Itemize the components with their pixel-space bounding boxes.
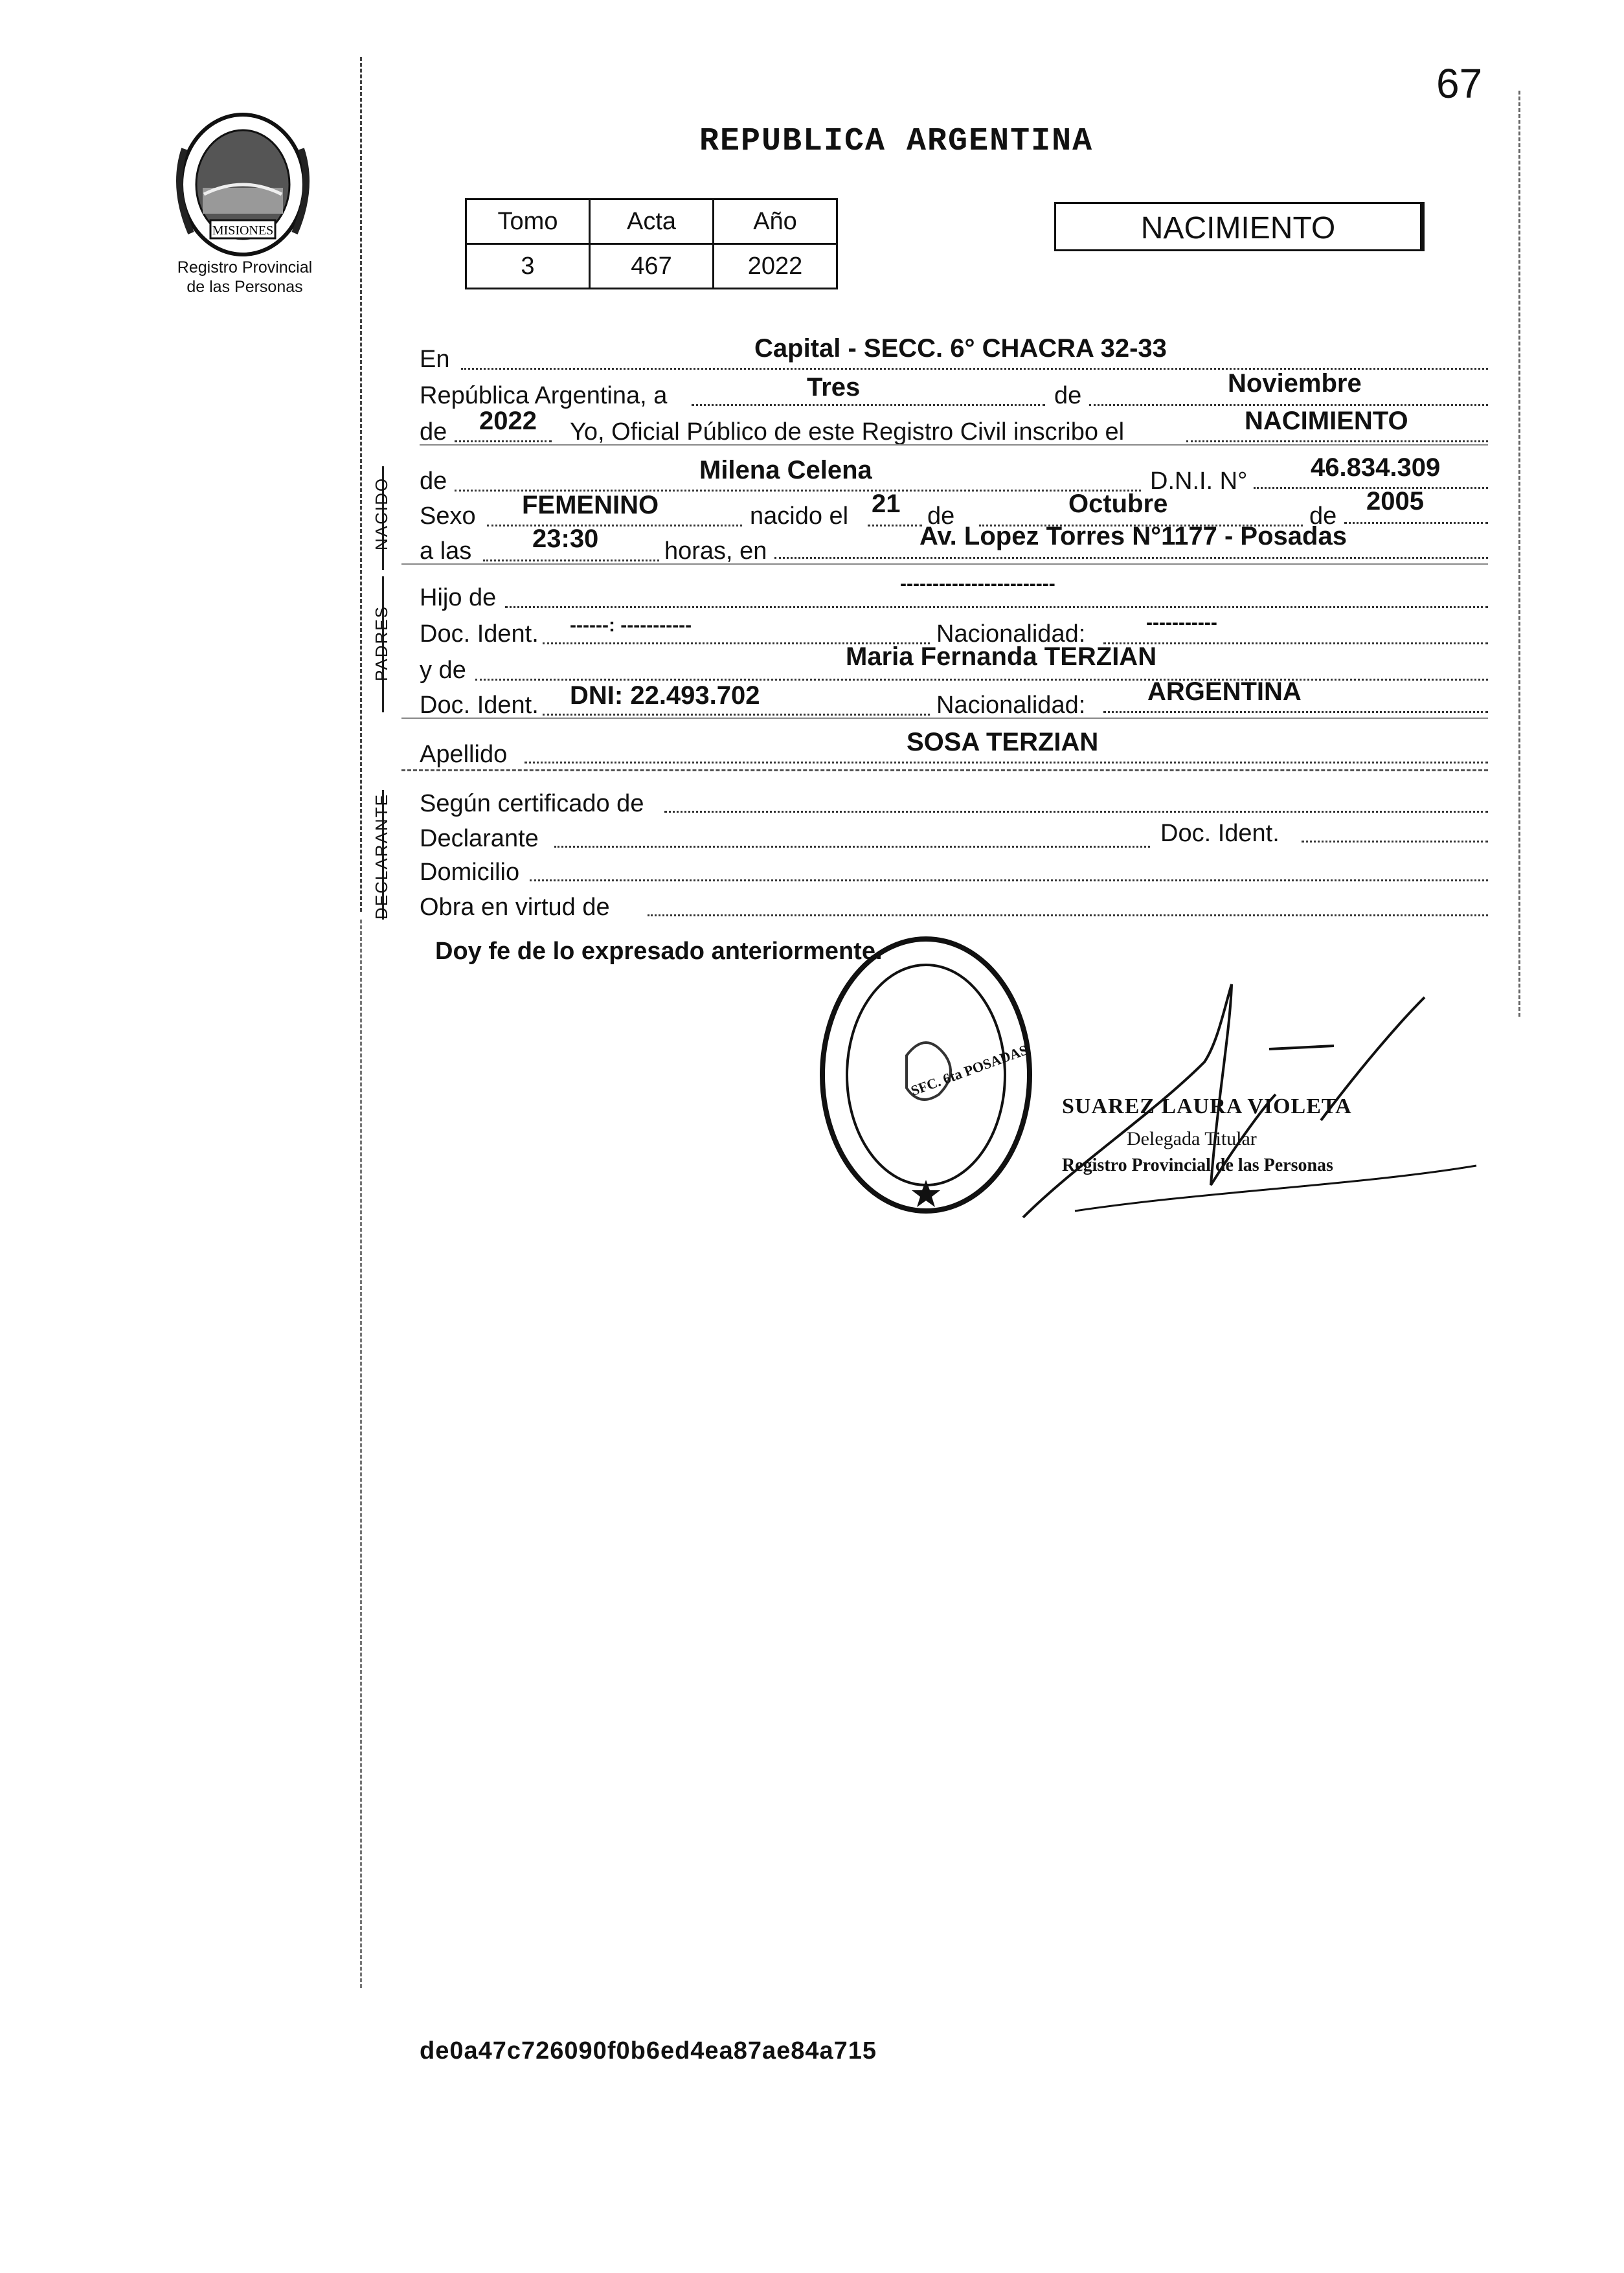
value-mother: Maria Fernanda TERZIAN bbox=[846, 642, 1157, 671]
page-number: 67 bbox=[1436, 60, 1483, 107]
label-segun: Según certificado de bbox=[420, 790, 644, 817]
value-dni: 46.834.309 bbox=[1311, 453, 1441, 482]
dots-month bbox=[1089, 404, 1488, 406]
label-republica: República Argentina, a bbox=[420, 382, 668, 409]
document-hash: de0a47c726090f0b6ed4ea87ae84a715 bbox=[420, 2037, 877, 2064]
dots-time bbox=[483, 560, 659, 561]
value-time: 23:30 bbox=[532, 525, 599, 553]
value-tomo: 3 bbox=[466, 244, 590, 289]
value-sexo: FEMENINO bbox=[522, 491, 659, 519]
dots-apellido bbox=[524, 762, 1488, 763]
value-nac1: ----------- bbox=[1146, 612, 1217, 633]
separator-2 bbox=[401, 563, 1488, 565]
label-nacido: nacido el bbox=[750, 503, 849, 530]
record-reference-table bbox=[465, 198, 838, 289]
section-label-declarante: DECLARANTE bbox=[372, 793, 391, 920]
value-place: Av. Lopez Torres N°1177 - Posadas bbox=[919, 522, 1347, 550]
value-birth-month: Octubre bbox=[1068, 490, 1168, 518]
label-horas: horas, en bbox=[664, 537, 767, 565]
signatory-role: Delegada Titular bbox=[1127, 1128, 1257, 1149]
value-nac2: ARGENTINA bbox=[1147, 677, 1302, 706]
label-doc3: Doc. Ident. bbox=[1160, 820, 1280, 847]
label-dni: D.N.I. N° bbox=[1150, 468, 1248, 495]
label-de-birth-year: de bbox=[1309, 503, 1337, 530]
dots-domicilio bbox=[530, 879, 1488, 881]
section-label-nacido: NACIDO bbox=[372, 477, 391, 550]
header-ano: Año bbox=[714, 199, 837, 244]
value-father: ------------------------ bbox=[900, 573, 1055, 594]
separator-3 bbox=[401, 718, 1488, 719]
dots-declarante bbox=[554, 846, 1150, 848]
dots-nac1 bbox=[1103, 642, 1488, 644]
row-republica bbox=[420, 379, 667, 412]
section-label-padres: PADRES bbox=[372, 605, 391, 681]
provincial-seal-logo bbox=[165, 110, 321, 259]
value-year: 2022 bbox=[479, 407, 537, 435]
dots-segun bbox=[664, 811, 1488, 813]
label-obra: Obra en virtud de bbox=[420, 894, 610, 921]
dots-father bbox=[505, 606, 1488, 608]
value-apellido: SOSA TERZIAN bbox=[907, 728, 1099, 756]
dots-birth-year bbox=[1344, 522, 1488, 524]
label-apellido: Apellido bbox=[420, 741, 508, 768]
label-de-year: de bbox=[420, 418, 447, 446]
row-en bbox=[420, 343, 449, 376]
label-de-birth-month: de bbox=[927, 503, 955, 530]
value-act: NACIMIENTO bbox=[1245, 407, 1408, 435]
value-name: Milena Celena bbox=[699, 456, 872, 484]
dots-birth-day bbox=[868, 525, 922, 526]
label-a-las: a las bbox=[420, 537, 472, 565]
issuer-line2: de las Personas bbox=[186, 278, 303, 296]
dots-doc3 bbox=[1302, 841, 1488, 842]
svg-text:MISIONES: MISIONES bbox=[212, 223, 274, 238]
dots-sexo bbox=[487, 525, 742, 526]
value-doc1: ------: ----------- bbox=[570, 615, 692, 636]
header-acta: Acta bbox=[590, 199, 714, 244]
label-doc1: Doc. Ident. bbox=[420, 620, 539, 648]
label-nac2: Nacionalidad: bbox=[936, 692, 1086, 719]
value-birth-year: 2005 bbox=[1366, 487, 1424, 515]
stamp-center-text: SFC. 6ta POSADAS bbox=[908, 1041, 1030, 1099]
dots-place bbox=[774, 557, 1488, 559]
issuer-line1: Registro Provincial bbox=[177, 258, 313, 277]
signatory-name: SUAREZ LAURA VIOLETA bbox=[1062, 1094, 1352, 1118]
issuer-caption bbox=[154, 258, 335, 297]
value-en: Capital - SECC. 6° CHACRA 32-33 bbox=[754, 334, 1167, 363]
dots-mother bbox=[475, 679, 1488, 681]
label-nac1: Nacionalidad: bbox=[936, 620, 1086, 648]
label-sexo: Sexo bbox=[420, 503, 476, 530]
dots-doc2 bbox=[543, 714, 930, 716]
label-oficial: Yo, Oficial Público de este Registro Civil inscribo el bbox=[570, 418, 1125, 446]
value-acta: 467 bbox=[590, 244, 714, 289]
value-ano: 2022 bbox=[714, 244, 837, 289]
closing-statement: Doy fe de lo expresado anteriormente. bbox=[435, 938, 883, 965]
dots-year bbox=[455, 440, 552, 442]
label-declarante: Declarante bbox=[420, 825, 539, 852]
signatory-org: Registro Provincial de las Personas bbox=[1062, 1155, 1333, 1175]
dots-day bbox=[692, 404, 1045, 406]
label-hijo: Hijo de bbox=[420, 584, 497, 611]
label-de-name: de bbox=[420, 468, 447, 495]
separator-4 bbox=[401, 769, 1488, 771]
value-day: Tres bbox=[807, 373, 861, 401]
dots-act bbox=[1186, 440, 1488, 442]
value-month: Noviembre bbox=[1228, 369, 1362, 398]
header-tomo: Tomo bbox=[466, 199, 590, 244]
label-en: En bbox=[420, 346, 450, 373]
left-margin-line bbox=[360, 57, 362, 912]
right-margin-line bbox=[1518, 91, 1520, 1017]
value-birth-day: 21 bbox=[872, 490, 901, 518]
separator-1 bbox=[420, 444, 1488, 446]
record-type-box: NACIMIENTO bbox=[1054, 202, 1425, 251]
dots-obra bbox=[648, 914, 1488, 916]
label-de-month: de bbox=[1054, 382, 1082, 409]
dots-nac2 bbox=[1103, 711, 1488, 713]
label-y-de: y de bbox=[420, 657, 466, 684]
value-doc2: DNI: 22.493.702 bbox=[570, 681, 760, 710]
label-domicilio: Domicilio bbox=[420, 859, 520, 886]
document-title: REPUBLICA ARGENTINA bbox=[699, 123, 1094, 160]
label-doc2: Doc. Ident. bbox=[420, 692, 539, 719]
left-margin-line-lower bbox=[360, 920, 362, 1988]
